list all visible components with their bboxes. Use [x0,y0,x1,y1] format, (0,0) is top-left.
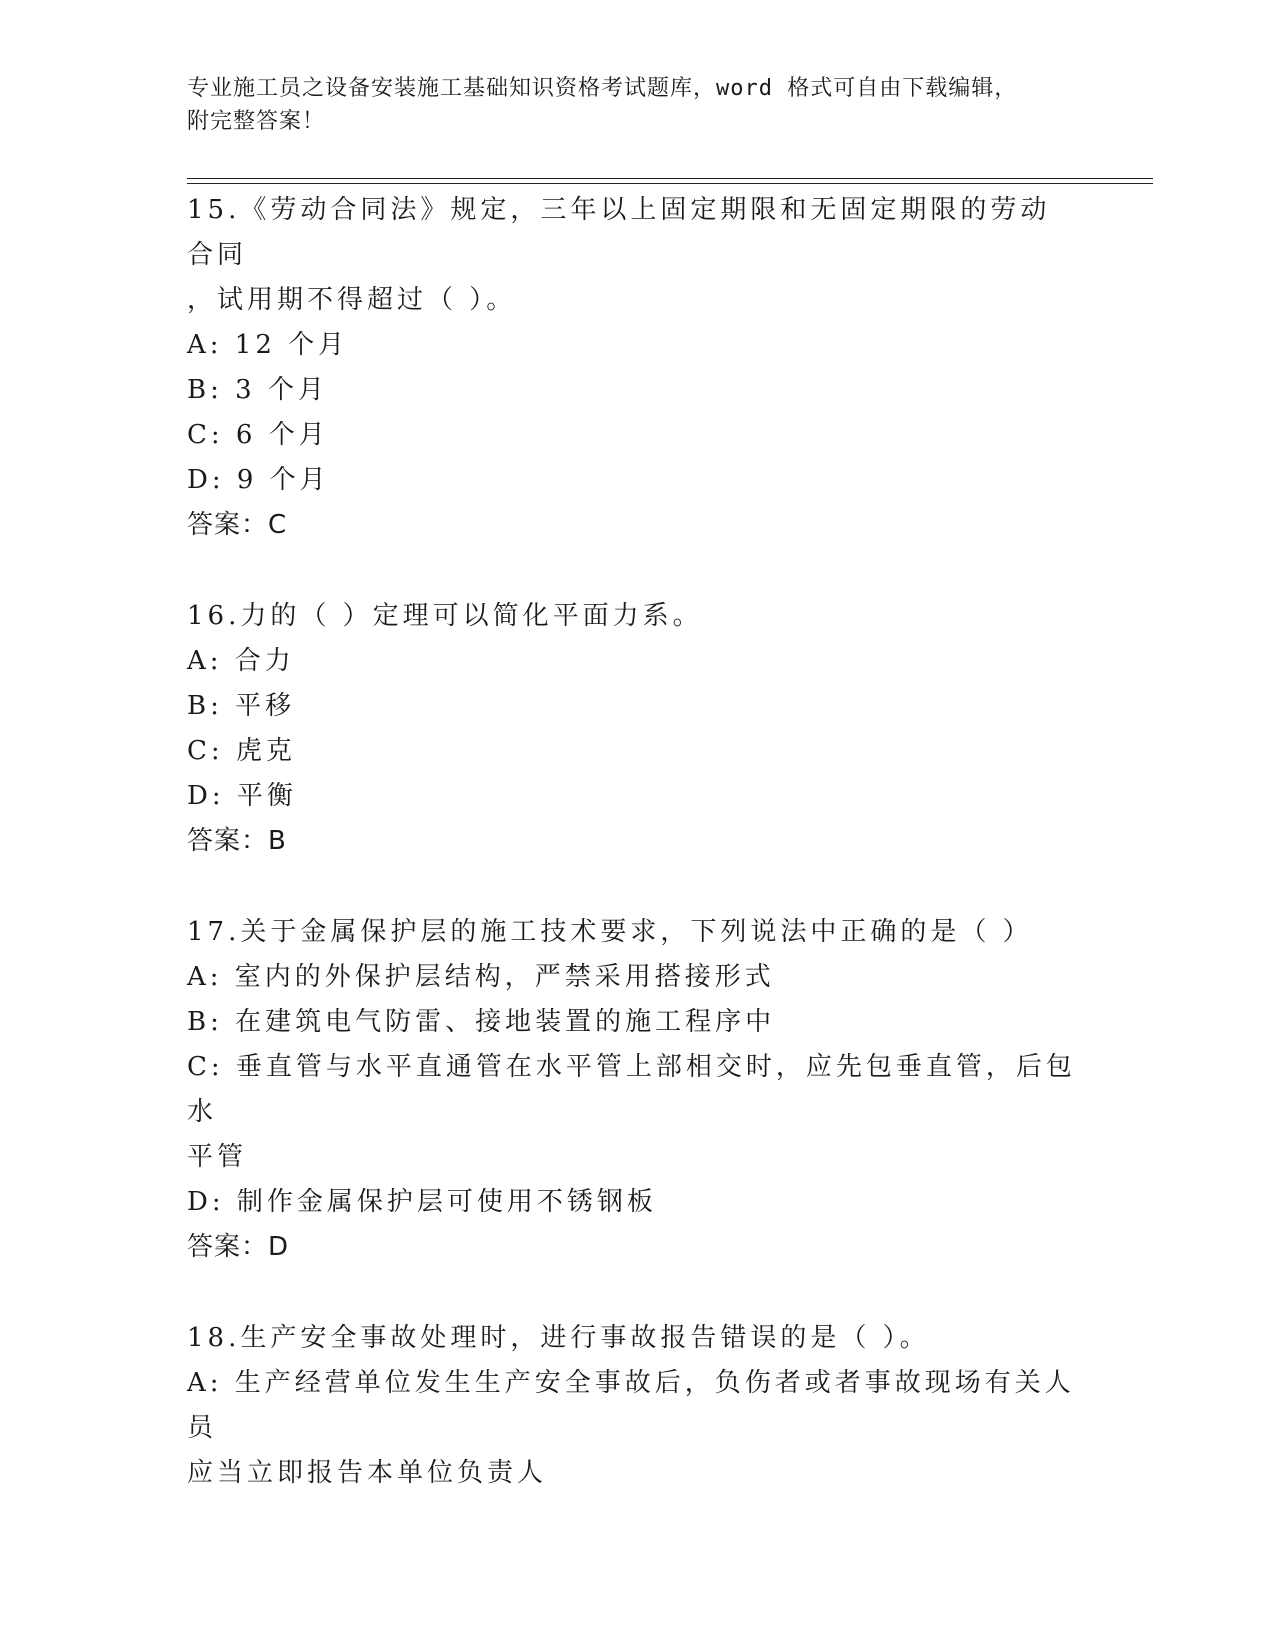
option-b: B: 3 个月 [187,375,328,405]
header-line-2: 附完整答案！ [187,109,326,134]
question-16 [187,594,1077,864]
option-c-continued: 平管 [187,1142,248,1172]
question-stem: 15.《劳动合同法》规定，三年以上固定期限和无固定期限的劳动合同 [187,195,1051,270]
header-rule-bottom [187,183,1153,184]
option-a: A: 室内的外保护层结构，严禁采用搭接形式 [187,962,775,992]
option-d: D: 制作金属保护层可使用不锈钢板 [187,1187,657,1217]
option-a-continued: 应当立即报告本单位负责人 [187,1458,548,1488]
question-18 [187,1316,1077,1496]
question-gap [187,1270,1077,1316]
answer: 答案：C [187,510,288,540]
option-a: A: 12 个月 [187,330,349,360]
option-d: D: 9 个月 [187,465,330,495]
question-stem: ，试用期不得超过（ ）。 [187,285,517,315]
page-header [187,72,1087,138]
question-stem: 18.生产安全事故处理时，进行事故报告错误的是（ ）。 [187,1323,930,1353]
option-c: C: 垂直管与水平直通管在水平管上部相交时，应先包垂直管，后包水 [187,1052,1076,1127]
option-a: A: 合力 [187,646,295,676]
question-gap [187,548,1077,594]
answer: 答案：D [187,1232,290,1262]
question-list [187,188,1077,1496]
header-rule-top [187,178,1153,179]
answer: 答案：B [187,826,287,856]
question-gap [187,864,1077,910]
question-15 [187,188,1077,548]
option-b: B: 平移 [187,691,296,721]
option-c: C: 6 个月 [187,420,329,450]
option-c: C: 虎克 [187,736,296,766]
header-line-1: 专业施工员之设备安装施工基础知识资格考试题库，word 格式可自由下载编辑， [187,76,1018,101]
option-b: B: 在建筑电气防雷、接地装置的施工程序中 [187,1007,776,1037]
question-stem: 16.力的（ ）定理可以简化平面力系。 [187,601,703,631]
question-stem: 17.关于金属保护层的施工技术要求，下列说法中正确的是（ ） [187,917,1033,947]
option-a: A: 生产经营单位发生生产安全事故后，负伤者或者事故现场有关人员 [187,1368,1075,1443]
option-d: D: 平衡 [187,781,297,811]
question-17 [187,910,1077,1270]
